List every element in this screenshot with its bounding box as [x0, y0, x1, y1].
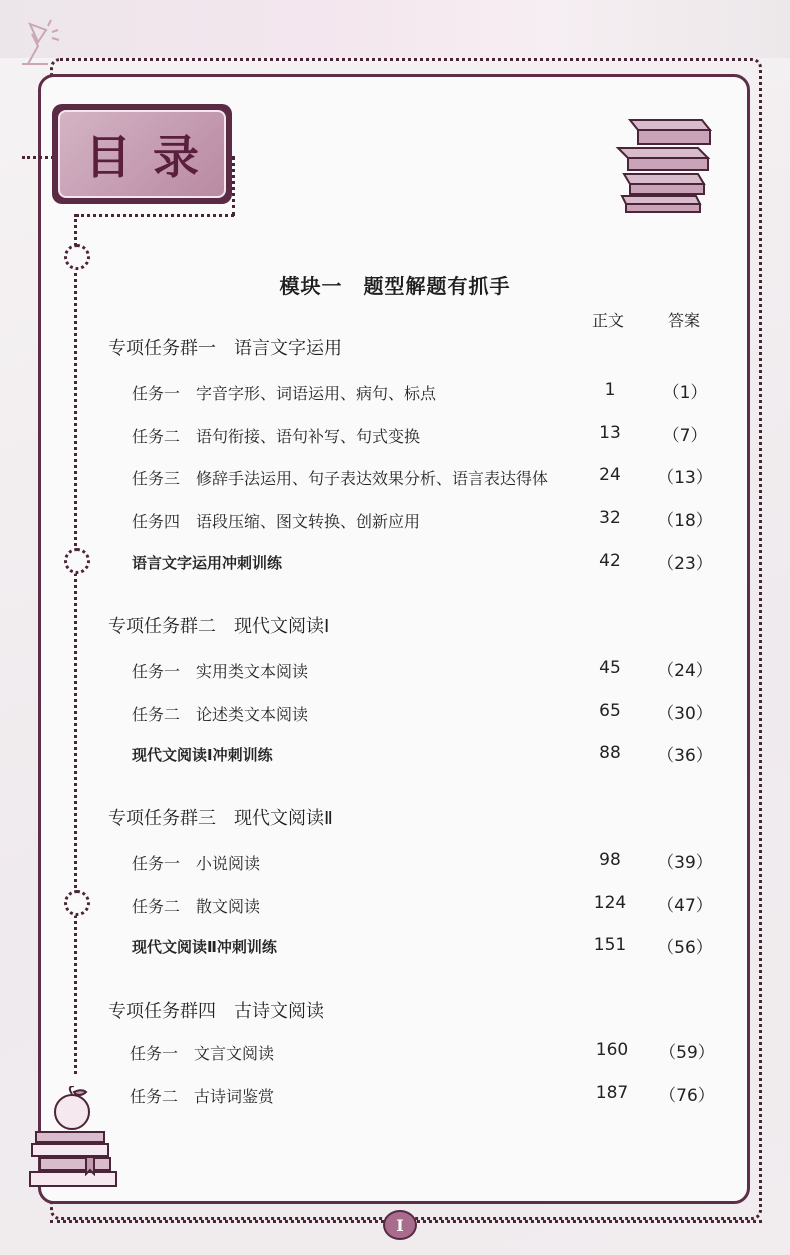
toc-answer-page: （18）: [657, 511, 713, 531]
section-heading: 专项任务群四 古诗文阅读: [108, 1001, 324, 1022]
toc-answer-page: （7）: [662, 426, 708, 446]
toc-item-practice[interactable]: 现代文阅读Ⅱ冲刺训练: [132, 938, 277, 956]
timeline-ring: [64, 548, 90, 574]
toc-item[interactable]: 任务一 文言文阅读: [130, 1044, 275, 1063]
toc-answer-page: （24）: [657, 661, 713, 681]
toc-item[interactable]: 任务一 字音字形、词语运用、病句、标点: [132, 384, 437, 403]
toc-answer-page: （76）: [659, 1086, 715, 1106]
toc-item[interactable]: 任务一 小说阅读: [132, 854, 261, 873]
timeline-ring: [64, 890, 90, 916]
toc-page: 1: [604, 380, 616, 400]
top-band: [0, 0, 790, 58]
toc-item[interactable]: 任务一 实用类文本阅读: [132, 662, 309, 681]
page-title: 目录: [85, 130, 221, 184]
apple-books-icon: [28, 1086, 124, 1192]
section-heading: 专项任务群二 现代文阅读Ⅰ: [108, 616, 330, 637]
toc-answer-page: （30）: [657, 704, 713, 724]
title-inner: [58, 110, 226, 198]
page-number-badge: I: [383, 1210, 417, 1240]
toc-page: 88: [599, 743, 621, 763]
content-frame: [38, 74, 750, 1204]
toc-item[interactable]: 任务二 语句衔接、语句补写、句式变换: [132, 427, 421, 446]
toc-page: 98: [599, 850, 621, 870]
toc-page: 13: [599, 423, 621, 443]
toc-page: 151: [593, 935, 627, 955]
toc-item-practice[interactable]: 语言文字运用冲刺训练: [132, 554, 283, 572]
column-header-answer: 答案: [668, 311, 701, 330]
toc-answer-page: （59）: [659, 1043, 715, 1063]
toc-page: 42: [599, 551, 621, 571]
toc-item[interactable]: 任务二 论述类文本阅读: [132, 705, 309, 724]
section-heading: 专项任务群三 现代文阅读Ⅱ: [108, 808, 333, 829]
dotted-connector-left: [22, 156, 54, 159]
toc-page: 45: [599, 658, 621, 678]
timeline-ring: [64, 244, 90, 270]
module-title: 模块一 题型解题有抓手: [279, 274, 511, 298]
dotted-connector-bottom: [76, 214, 234, 217]
toc-page: 24: [599, 465, 621, 485]
toc-page: 187: [595, 1083, 629, 1103]
toc-answer-page: （39）: [657, 853, 713, 873]
toc-page: 124: [593, 893, 627, 913]
toc-item[interactable]: 任务二 散文阅读: [132, 897, 261, 916]
section-heading: 专项任务群一 语言文字运用: [108, 338, 342, 359]
book-stack-icon: [612, 112, 722, 216]
toc-answer-page: （1）: [662, 383, 708, 403]
toc-page: 32: [599, 508, 621, 528]
dotted-timeline: [74, 214, 77, 1074]
toc-item[interactable]: 任务二 古诗词鉴赏: [130, 1087, 275, 1106]
column-header-text: 正文: [592, 311, 625, 330]
toc-page: 160: [595, 1040, 629, 1060]
toc-answer-page: （56）: [657, 938, 713, 958]
dotted-connector-title: [232, 156, 235, 216]
toc-answer-page: （47）: [657, 896, 713, 916]
toc-item[interactable]: 任务三 修辞手法运用、句子表达效果分析、语言表达得体: [132, 469, 549, 488]
toc-item-practice[interactable]: 现代文阅读Ⅰ冲刺训练: [132, 746, 273, 764]
toc-page: 65: [599, 701, 621, 721]
toc-answer-page: （36）: [657, 746, 713, 766]
toc-answer-page: （23）: [657, 554, 713, 574]
toc-answer-page: （13）: [657, 468, 713, 488]
toc-item[interactable]: 任务四 语段压缩、图文转换、创新应用: [132, 512, 421, 531]
